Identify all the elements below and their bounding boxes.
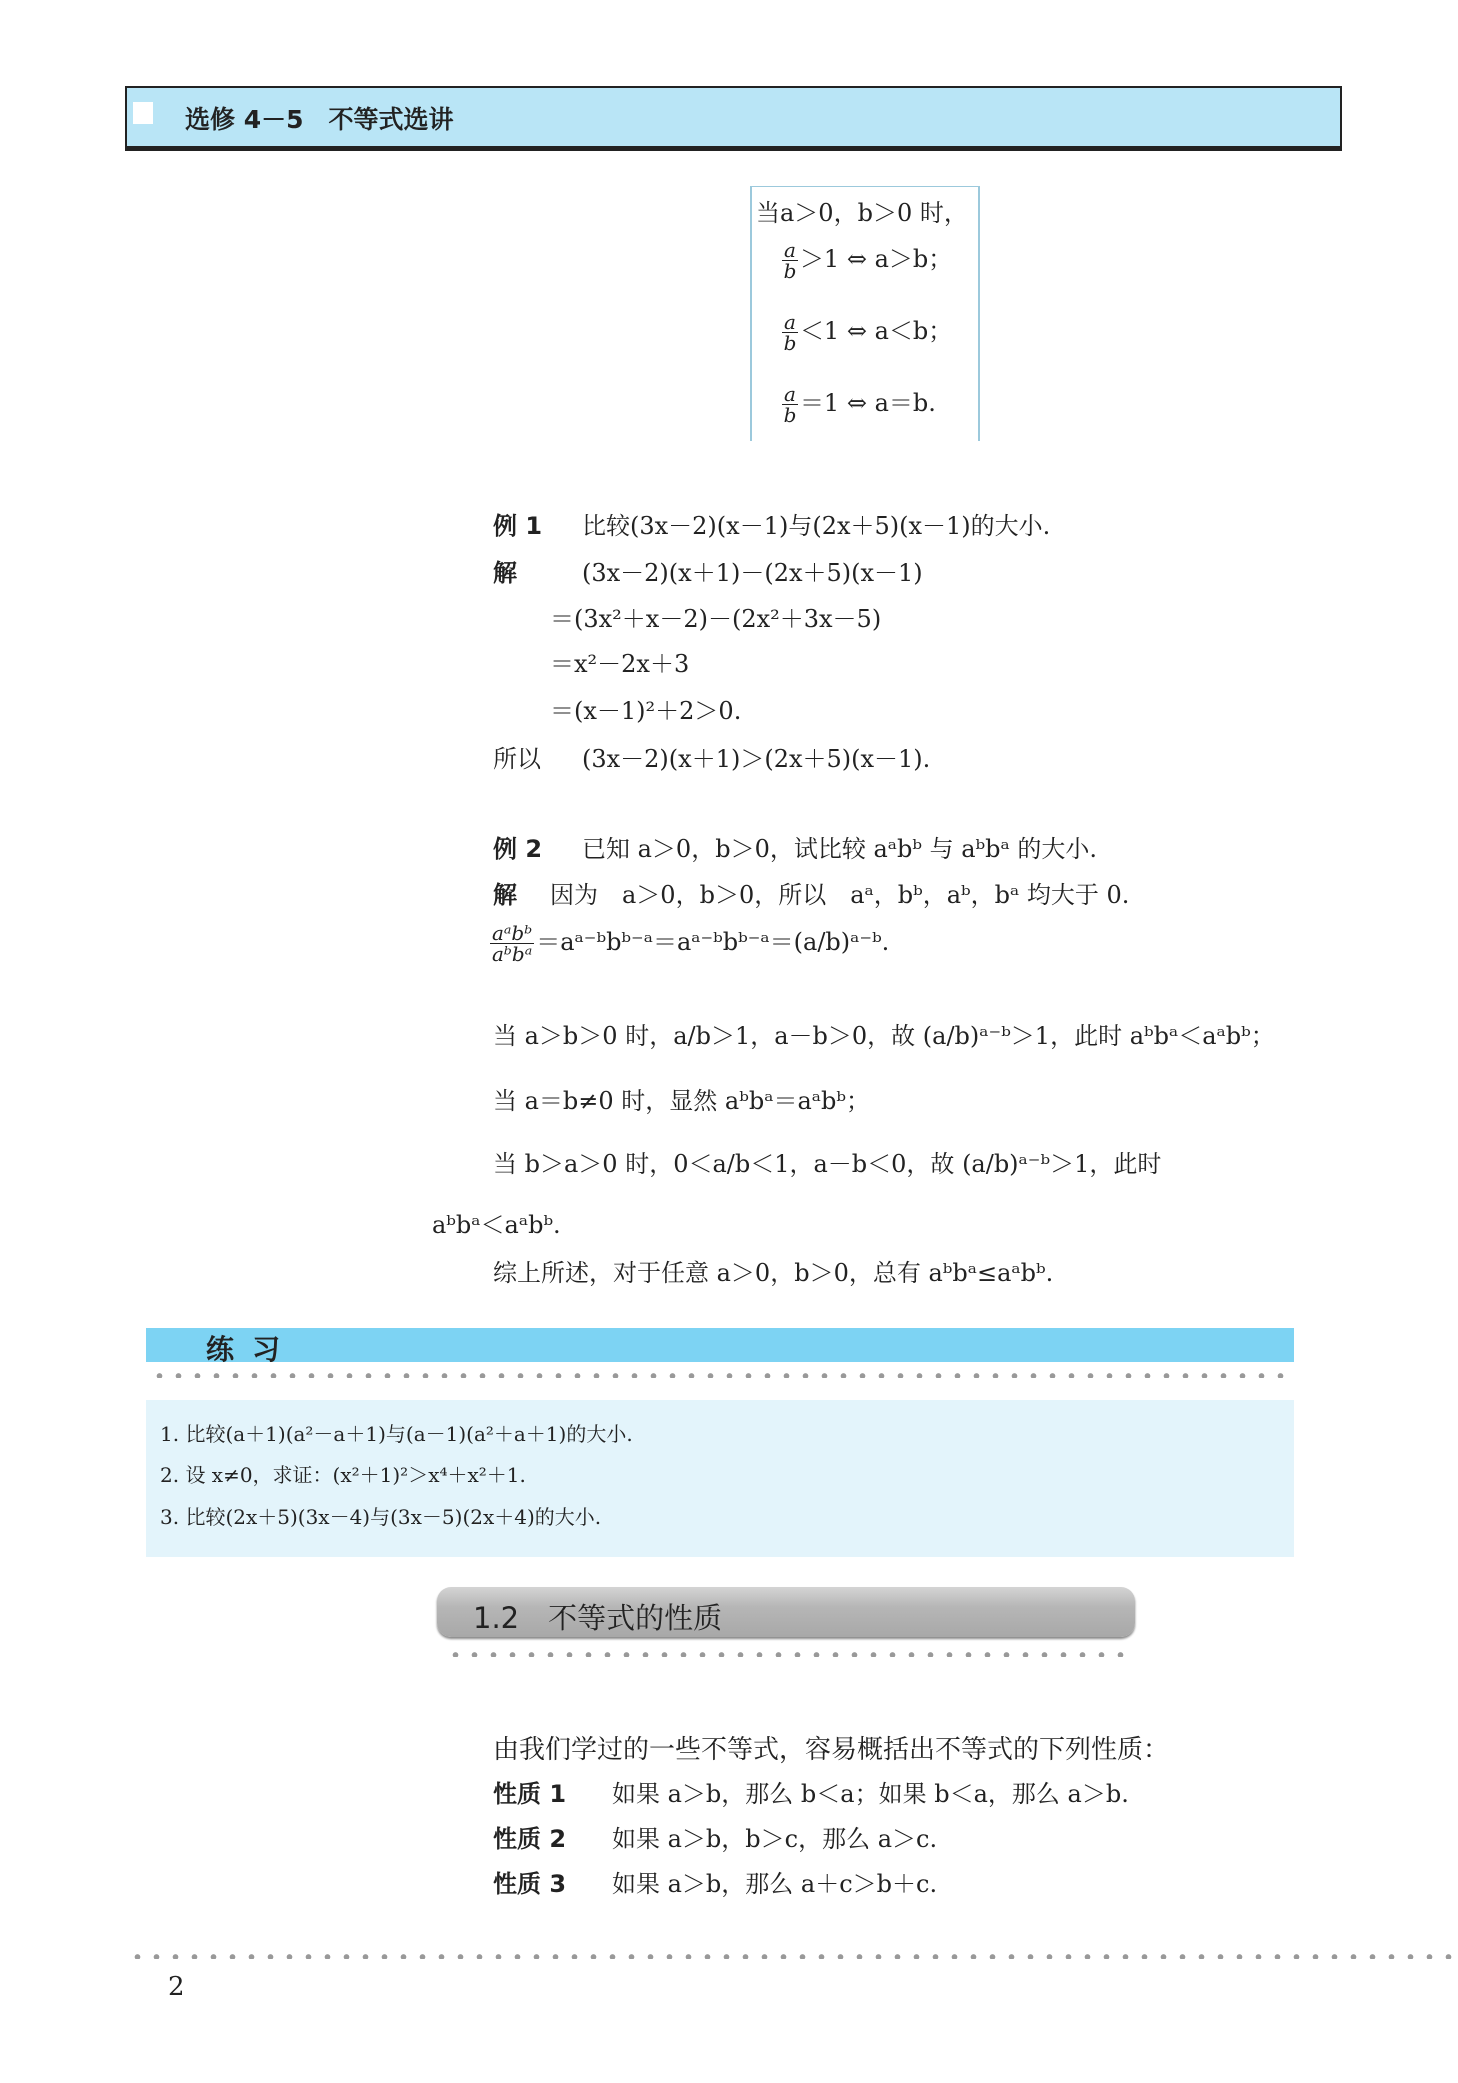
frac-den: aᵇbᵃ [492,942,533,966]
property-label: 性质 2 [493,1825,567,1853]
frac-num: a [784,382,796,406]
page-number: 2 [168,1972,185,2002]
note-row [782,239,952,281]
solution-text: 因为 a＞0，b＞0，所以 aᵃ，bᵇ，aᵇ，bᵃ 均大于 0. [550,881,1130,909]
exercise-box [146,1400,1294,1557]
exercise-item: 3. 比较(2x＋5)(3x－4)与(3x－5)(2x＋4)的大小. [160,1505,602,1529]
note-box [750,186,980,441]
note-rest: ＝1 ⇔ a＝b. [799,389,936,417]
property-text: 如果 a＞b，那么 a＋c＞b＋c. [612,1870,938,1898]
solution-step: ＝(x－1)²＋2＞0. [550,697,742,725]
frac-den: b [783,403,797,427]
section-title: 1.2 不等式的性质 [473,1601,723,1635]
frac-num: a [784,310,796,334]
note-rest: ＜1 ⇔ a＜b； [799,317,953,345]
chapter-header [125,86,1342,151]
header-square-icon [133,102,153,124]
note-row [782,383,936,425]
exercise-title: 练习 [206,1333,299,1366]
solution-step: ＝x²－2x＋3 [550,650,690,678]
example1-question: 比较(3x－2)(x－1)与(2x＋5)(x－1)的大小. [582,512,1051,540]
frac-den: b [783,331,797,355]
solution-step: ＝(3x²＋x－2)－(2x²＋3x－5) [550,605,882,633]
frac-num: aᵃbᵇ [492,921,533,945]
ratio-rest: ＝aᵃ⁻ᵇbᵇ⁻ᵃ＝aᵃ⁻ᵇbᵇ⁻ᵃ＝(a/b)ᵃ⁻ᵇ. [536,928,890,956]
example2-label: 例 2 [493,835,543,863]
property-text: 如果 a＞b，b＞c，那么 a＞c. [612,1825,938,1853]
case-line: aᵇbᵃ＜aᵃbᵇ. [432,1211,561,1239]
example1-label: 例 1 [493,512,543,540]
case-line: 当 a＝b≠0 时，显然 aᵇbᵃ＝aᵃbᵇ； [493,1087,870,1115]
property-label: 性质 1 [493,1780,567,1808]
dotted-divider [150,1372,1294,1378]
solution-label: 解 [493,559,517,587]
note-rest: ＞1 ⇔ a＞b； [799,245,953,273]
solution-label: 解 [493,881,517,909]
property-text: 如果 a＞b，那么 b＜a；如果 b＜a，那么 a＞b. [612,1780,1129,1808]
case-line: 当 b＞a＞0 时，0＜a/b＜1，a－b＜0，故 (a/b)ᵃ⁻ᵇ＞1，此时 [493,1150,1162,1178]
ratio-line [490,922,889,964]
footer-divider [128,1953,1458,1959]
exercise-item: 1. 比较(a＋1)(a²－a＋1)与(a－1)(a²＋a＋1)的大小. [160,1422,633,1446]
exercise-item: 2. 设 x≠0，求证：(x²＋1)²＞x⁴＋x²＋1. [160,1463,526,1487]
header-title: 选修 4－5 不等式选讲 [185,105,454,134]
section-heading [437,1587,1135,1637]
property-label: 性质 3 [493,1870,567,1898]
intro-text: 由我们学过的一些不等式，容易概括出不等式的下列性质： [493,1735,1170,1765]
frac-num: a [784,238,796,262]
dotted-divider [446,1651,1136,1657]
solution-step: (3x－2)(x＋1)－(2x＋5)(x－1) [582,559,923,587]
conclusion: (3x－2)(x＋1)＞(2x＋5)(x－1). [582,745,931,773]
case-line: 当 a＞b＞0 时，a/b＞1，a－b＞0，故 (a/b)ᵃ⁻ᵇ＞1，此时 aᵇbᵃ＜aᵃbᵇ； [493,1022,1275,1050]
exercise-bar [146,1328,1294,1366]
note-line: 当a＞0，b＞0 时， [756,199,968,227]
conclusion-label: 所以 [493,745,541,773]
frac-den: b [783,259,797,283]
summary-line: 综上所述，对于任意 a＞0，b＞0，总有 aᵇbᵃ≤aᵃbᵇ. [493,1259,1054,1287]
example2-question: 已知 a＞0，b＞0，试比较 aᵃbᵇ 与 aᵇbᵃ 的大小. [582,835,1098,863]
note-row [782,311,952,353]
